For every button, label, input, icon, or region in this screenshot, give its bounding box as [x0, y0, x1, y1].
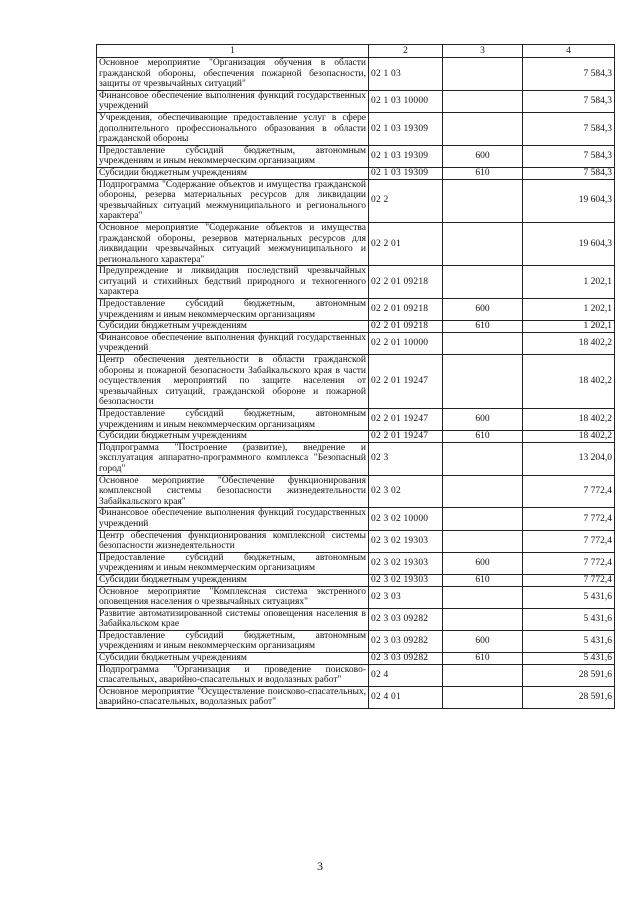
row-expense-type-cell: 610: [443, 653, 523, 665]
table-row: [97, 90, 615, 112]
row-expense-type-cell: [443, 508, 523, 530]
row-code-cell: 02 3 02 19303: [369, 552, 443, 574]
row-code-cell: 02 4 01: [369, 686, 443, 708]
row-expense-type-cell: [443, 686, 523, 708]
row-expense-type-cell: [443, 664, 523, 686]
row-sum-cell: 7 584,3: [523, 112, 615, 145]
row-name-cell: Основное мероприятие "Комплексная система экстренного оповещения населения о чрезвычайных ситуациях": [97, 586, 369, 608]
row-name-cell: Субсидии бюджетным учреждениям: [97, 574, 369, 586]
row-name-cell: Предоставление субсидий бюджетным, автономным учреждениям и иным некоммерческим организациям: [97, 299, 369, 321]
row-expense-type-cell: 600: [443, 409, 523, 431]
row-sum-cell: 28 591,6: [523, 664, 615, 686]
row-code-cell: 02 1 03 10000: [369, 90, 443, 112]
row-name-cell: Финансовое обеспечение выполнения функций государственных учреждений: [97, 508, 369, 530]
row-expense-type-cell: [443, 475, 523, 508]
row-name-cell: Субсидии бюджетным учреждениям: [97, 431, 369, 443]
table-row: [97, 355, 615, 409]
row-expense-type-cell: 610: [443, 574, 523, 586]
header-cell-4: 4: [523, 45, 615, 58]
table-row: [97, 222, 615, 265]
row-name-cell: Финансовое обеспечение выполнения функций государственных учреждений: [97, 90, 369, 112]
table-row: [97, 586, 615, 608]
table-row: [97, 266, 615, 299]
row-code-cell: 02 4: [369, 664, 443, 686]
row-name-cell: Подпрограмма "Организация и проведение поисково-спасательных, аварийно-спасательных и водолазных работ": [97, 664, 369, 686]
row-expense-type-cell: [443, 586, 523, 608]
row-name-cell: Учреждения, обеспечивающие предоставление услуг в сфере дополнительного профессионального образования в области гражданской обороны: [97, 112, 369, 145]
row-expense-type-cell: [443, 90, 523, 112]
row-expense-type-cell: [443, 112, 523, 145]
row-name-cell: Субсидии бюджетным учреждениям: [97, 167, 369, 179]
header-cell-2: 2: [369, 45, 443, 58]
row-code-cell: 02 2 01 19247: [369, 431, 443, 443]
row-sum-cell: 5 431,6: [523, 608, 615, 630]
row-expense-type-cell: [443, 266, 523, 299]
row-sum-cell: 1 202,1: [523, 266, 615, 299]
row-code-cell: 02 1 03 19309: [369, 112, 443, 145]
row-sum-cell: 7 772,4: [523, 552, 615, 574]
row-name-cell: Предоставление субсидий бюджетным, автономным учреждениям и иным некоммерческим организациям: [97, 145, 369, 167]
budget-table-body: [97, 45, 615, 709]
row-code-cell: 02 2 01: [369, 222, 443, 265]
row-name-cell: Развитие автоматизированной системы оповещения населения в Забайкальском крае: [97, 608, 369, 630]
row-expense-type-cell: 610: [443, 431, 523, 443]
row-sum-cell: 18 402,2: [523, 332, 615, 354]
table-header-row: [97, 45, 615, 58]
table-row: [97, 332, 615, 354]
row-name-cell: Основное мероприятие "Организация обучения в области гражданской обороны, обеспечения пожарной безопасности, защиты от чрезвычайных ситуаций": [97, 58, 369, 91]
table-row: [97, 475, 615, 508]
row-code-cell: 02 3 02 10000: [369, 508, 443, 530]
row-name-cell: Предупреждение и ликвидация последствий чрезвычайных ситуаций и стихийных бедствий природного и техногенного характера: [97, 266, 369, 299]
row-sum-cell: 5 431,6: [523, 653, 615, 665]
row-code-cell: 02 2: [369, 179, 443, 222]
row-sum-cell: 18 402,2: [523, 355, 615, 409]
row-sum-cell: 1 202,1: [523, 299, 615, 321]
row-expense-type-cell: 600: [443, 552, 523, 574]
row-name-cell: Основное мероприятие "Содержание объектов и имущества гражданской обороны, резервов материальных ресурсов для ликвидации чрезвычайных ситуаций межмуниципального и регионального характера": [97, 222, 369, 265]
table-row: [97, 608, 615, 630]
row-code-cell: 02 3 03 09282: [369, 630, 443, 652]
table-row: [97, 299, 615, 321]
row-code-cell: 02 2 01 19247: [369, 355, 443, 409]
row-sum-cell: 7 772,4: [523, 508, 615, 530]
row-expense-type-cell: [443, 179, 523, 222]
row-code-cell: 02 2 01 10000: [369, 332, 443, 354]
row-name-cell: Предоставление субсидий бюджетным, автономным учреждениям и иным некоммерческим организациям: [97, 630, 369, 652]
row-name-cell: Финансовое обеспечение выполнения функций государственных учреждений: [97, 332, 369, 354]
budget-table: [96, 44, 615, 709]
table-row: [97, 179, 615, 222]
row-sum-cell: 7 584,3: [523, 58, 615, 91]
row-name-cell: Основное мероприятие "Осуществление поисково-спасательных, аварийно-спасательных, водолазных работ": [97, 686, 369, 708]
row-name-cell: Субсидии бюджетным учреждениям: [97, 321, 369, 333]
row-expense-type-cell: 600: [443, 630, 523, 652]
row-sum-cell: 7 584,3: [523, 90, 615, 112]
row-sum-cell: 19 604,3: [523, 222, 615, 265]
table-row: [97, 167, 615, 179]
row-code-cell: 02 3 02: [369, 475, 443, 508]
row-expense-type-cell: 600: [443, 145, 523, 167]
table-row: [97, 653, 615, 665]
row-expense-type-cell: [443, 530, 523, 552]
row-code-cell: 02 2 01 09218: [369, 321, 443, 333]
table-row: [97, 686, 615, 708]
row-expense-type-cell: [443, 332, 523, 354]
row-sum-cell: 5 431,6: [523, 630, 615, 652]
row-sum-cell: 7 772,4: [523, 530, 615, 552]
row-sum-cell: 18 402,2: [523, 409, 615, 431]
row-name-cell: Предоставление субсидий бюджетным, автономным учреждениям и иным некоммерческим организациям: [97, 409, 369, 431]
row-sum-cell: 7 584,3: [523, 145, 615, 167]
row-sum-cell: 7 584,3: [523, 167, 615, 179]
table-row: [97, 508, 615, 530]
row-code-cell: 02 3 03 09282: [369, 653, 443, 665]
row-expense-type-cell: 600: [443, 299, 523, 321]
row-sum-cell: 1 202,1: [523, 321, 615, 333]
row-sum-cell: 19 604,3: [523, 179, 615, 222]
row-expense-type-cell: [443, 222, 523, 265]
row-sum-cell: 7 772,4: [523, 475, 615, 508]
row-code-cell: 02 3 02 19303: [369, 530, 443, 552]
table-row: [97, 145, 615, 167]
table-row: [97, 664, 615, 686]
table-row: [97, 630, 615, 652]
row-code-cell: 02 2 01 09218: [369, 266, 443, 299]
row-code-cell: 02 1 03 19309: [369, 145, 443, 167]
row-code-cell: 02 3 03: [369, 586, 443, 608]
table-row: [97, 58, 615, 91]
row-name-cell: Центр обеспечения функционирования комплексной системы безопасности жизнедеятельности: [97, 530, 369, 552]
row-expense-type-cell: [443, 608, 523, 630]
row-name-cell: Основное мероприятие "Обеспечение функционирования комплексной системы безопасности жизнедеятельности Забайкальского края": [97, 475, 369, 508]
table-row: [97, 574, 615, 586]
row-expense-type-cell: [443, 355, 523, 409]
header-cell-3: 3: [443, 45, 523, 58]
row-name-cell: Центр обеспечения деятельности в области гражданской обороны и пожарной безопасности Забайкальского края в части осуществления мероприятий по защите населения от чрезвычайных ситуаций, гражданской обороне и пожарной безопасности: [97, 355, 369, 409]
row-expense-type-cell: [443, 58, 523, 91]
table-row: [97, 409, 615, 431]
row-code-cell: 02 3 03 09282: [369, 608, 443, 630]
header-cell-1: 1: [97, 45, 369, 58]
table-row: [97, 552, 615, 574]
page-number: 3: [317, 859, 323, 873]
row-code-cell: 02 1 03 19309: [369, 167, 443, 179]
table-row: [97, 431, 615, 443]
row-name-cell: Подпрограмма "Содержание объектов и имущества гражданской обороны, резерва материальных ресурсов для ликвидации чрезвычайных ситуаций межмуниципального и регионального характера": [97, 179, 369, 222]
row-sum-cell: 18 402,2: [523, 431, 615, 443]
row-sum-cell: 28 591,6: [523, 686, 615, 708]
row-sum-cell: 13 204,0: [523, 442, 615, 475]
table-row: [97, 530, 615, 552]
row-expense-type-cell: 610: [443, 167, 523, 179]
row-expense-type-cell: [443, 442, 523, 475]
row-code-cell: 02 2 01 19247: [369, 409, 443, 431]
table-row: [97, 321, 615, 333]
table-row: [97, 112, 615, 145]
row-name-cell: Подпрограмма "Построение (развитие), внедрение и эксплуатация аппаратно-программного комплекса "Безопасный город": [97, 442, 369, 475]
row-sum-cell: 5 431,6: [523, 586, 615, 608]
row-code-cell: 02 2 01 09218: [369, 299, 443, 321]
row-code-cell: 02 3 02 19303: [369, 574, 443, 586]
table-row: [97, 442, 615, 475]
row-sum-cell: 7 772,4: [523, 574, 615, 586]
row-code-cell: 02 1 03: [369, 58, 443, 91]
row-name-cell: Субсидии бюджетным учреждениям: [97, 653, 369, 665]
row-code-cell: 02 3: [369, 442, 443, 475]
row-name-cell: Предоставление субсидий бюджетным, автономным учреждениям и иным некоммерческим организациям: [97, 552, 369, 574]
row-expense-type-cell: 610: [443, 321, 523, 333]
